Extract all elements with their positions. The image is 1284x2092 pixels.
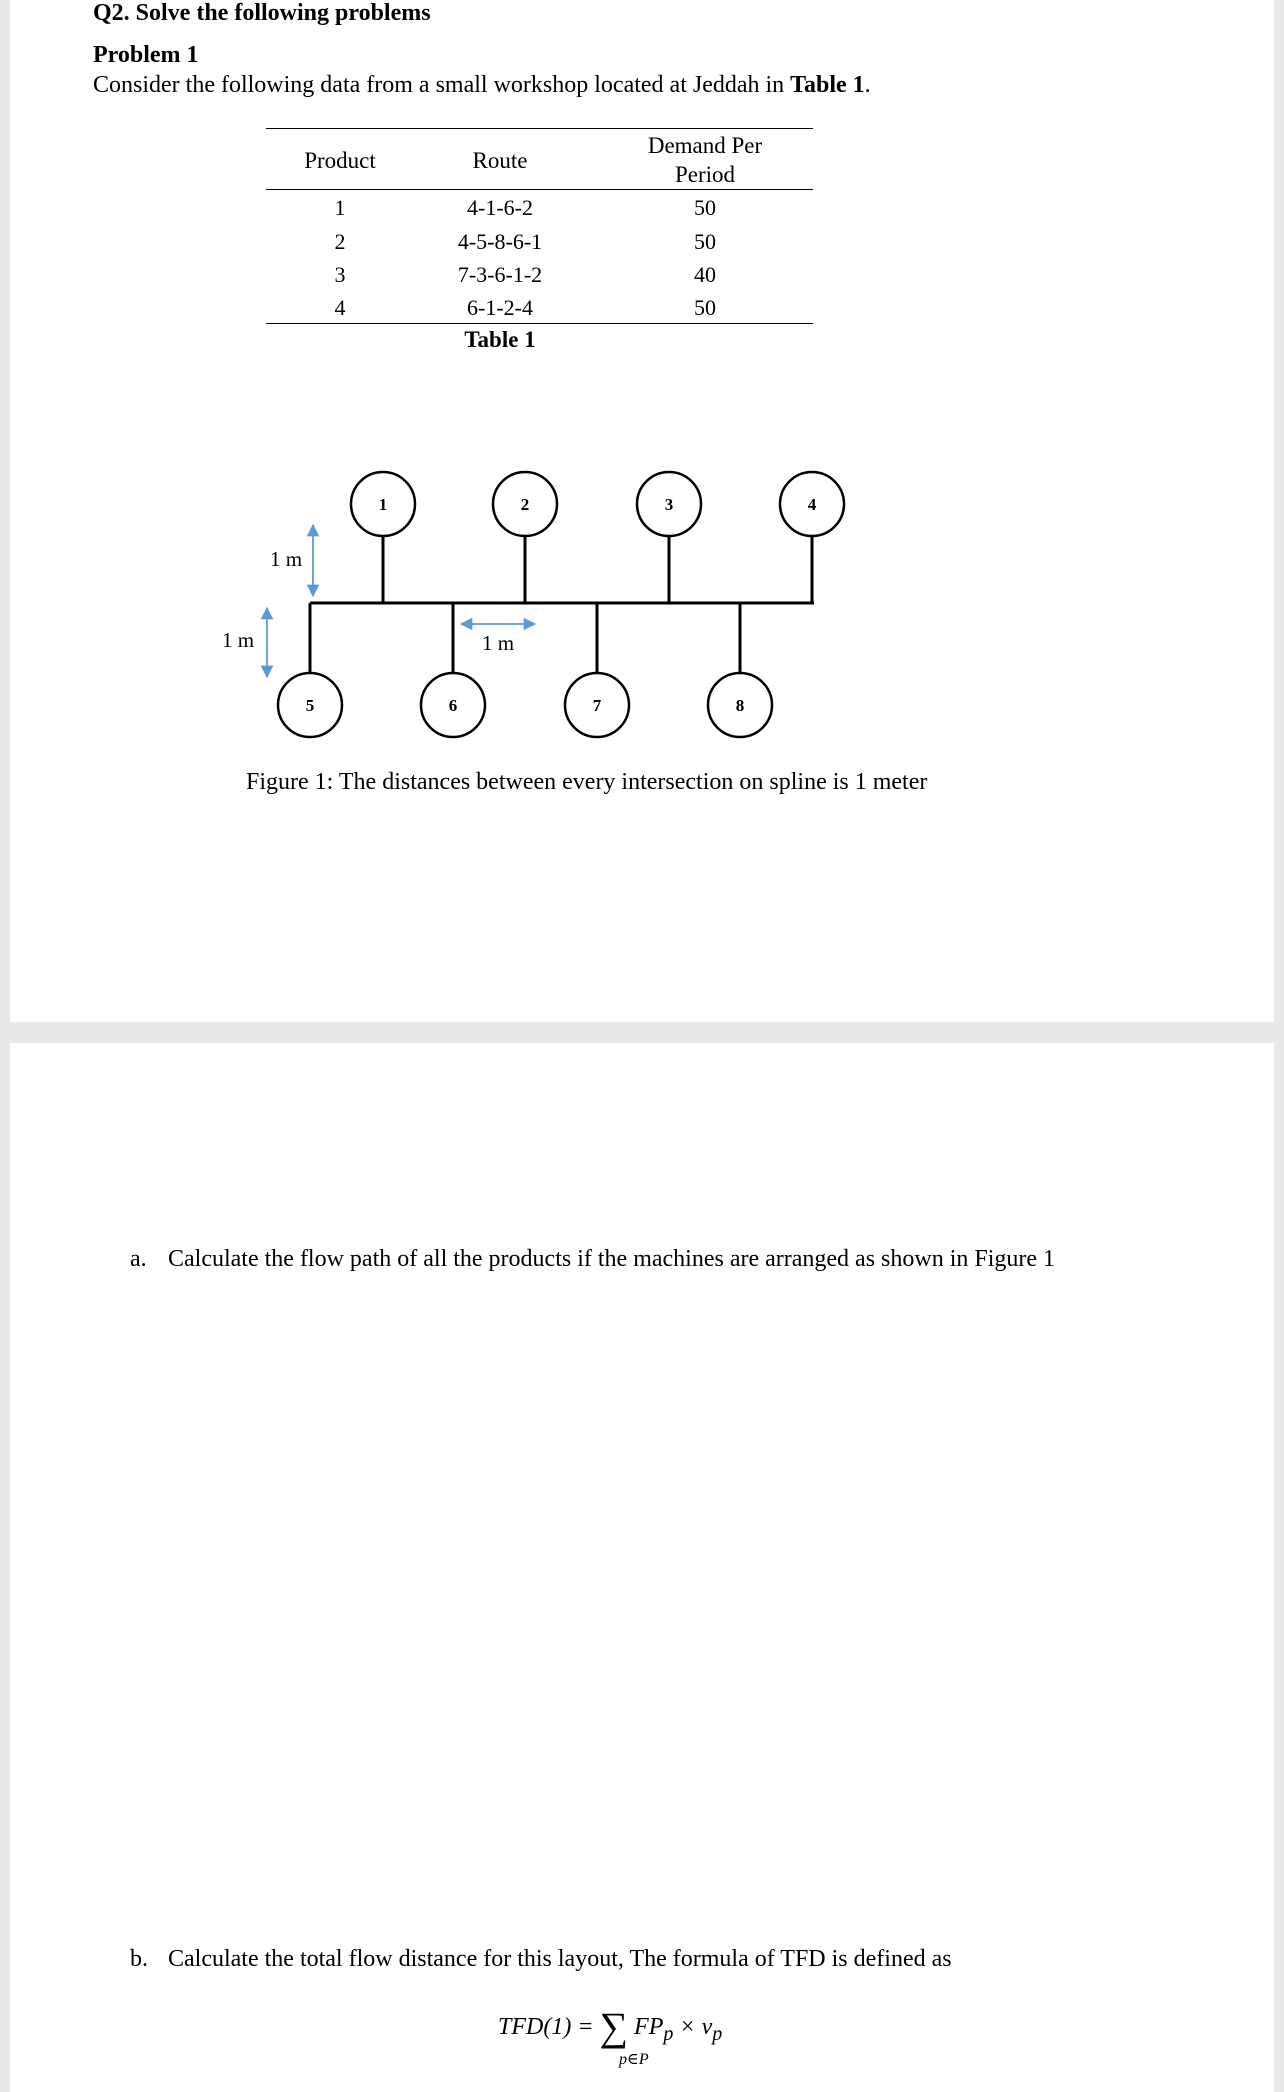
cell-demand: 50 [694,229,716,254]
document-page-2 [10,1043,1274,2092]
cell-product: 4 [334,295,346,320]
table-caption: Table 1 [464,327,536,352]
cell-route: 7-3-6-1-2 [457,262,543,287]
question-b-label: b. [130,1946,148,1972]
machine-2-label: 2 [520,495,530,514]
cell-demand: 50 [694,295,716,320]
formula-lhs: TFD(1) = [498,2014,600,2040]
machine-5-label: 5 [305,696,315,715]
intro-end: . [864,72,871,98]
question-b [130,1946,952,1973]
header-demand-line1: Demand Per [647,133,763,158]
machine-6-label: 6 [448,696,458,715]
header-product: Product [304,148,376,173]
machine-1-label: 1 [378,495,388,514]
question-a-text: Calculate the flow path of all the products if the machines are arranged as shown in Figure 1 [168,1246,1056,1272]
formula-rhs-sub: p [663,2022,674,2045]
cell-demand: 40 [694,262,716,287]
formula-times-sub: p [712,2022,723,2045]
cell-product: 3 [334,262,346,287]
cell-route: 4-1-6-2 [467,195,533,220]
intro-text: Consider the following data from a small workshop located at Jeddah in [93,72,791,98]
machine-3-label: 3 [664,495,674,514]
cell-demand: 50 [694,195,716,220]
machine-8-label: 8 [735,696,745,715]
tfd-formula [498,2003,722,2050]
question-title: Q2. Solve the following problems [93,0,431,26]
machine-4-label: 4 [807,495,817,514]
question-a-label: a. [130,1246,147,1272]
cell-route: 4-5-8-6-1 [457,229,543,254]
formula-times: × v [673,2014,713,2040]
question-a [130,1246,1055,1273]
formula-sum-subscript: p∈P [619,2051,649,2068]
intro-table-ref: Table 1 [790,72,865,98]
problem-title: Problem 1 [93,42,199,68]
sum-symbol: ∑ [599,2004,629,2049]
dimension-label-vertical-bottom: 1 m [222,628,255,652]
question-b-text: Calculate the total flow distance for this layout, The formula of TFD is defined as [168,1946,952,1972]
cell-route: 6-1-2-4 [467,295,533,320]
formula-rhs: FP [634,2014,664,2040]
dimension-label-vertical-top: 1 m [270,547,303,571]
figure-caption: Figure 1: The distances between every intersection on spline is 1 meter [246,769,928,795]
machine-7-label: 7 [592,696,602,715]
cell-product: 2 [334,229,346,254]
cell-product: 1 [334,195,346,220]
layout-figure [10,0,1274,1022]
header-route: Route [472,148,528,173]
header-demand-line2: Period [674,162,736,187]
document-page-1 [10,0,1274,1022]
dimension-label-horizontal: 1 m [482,631,515,655]
